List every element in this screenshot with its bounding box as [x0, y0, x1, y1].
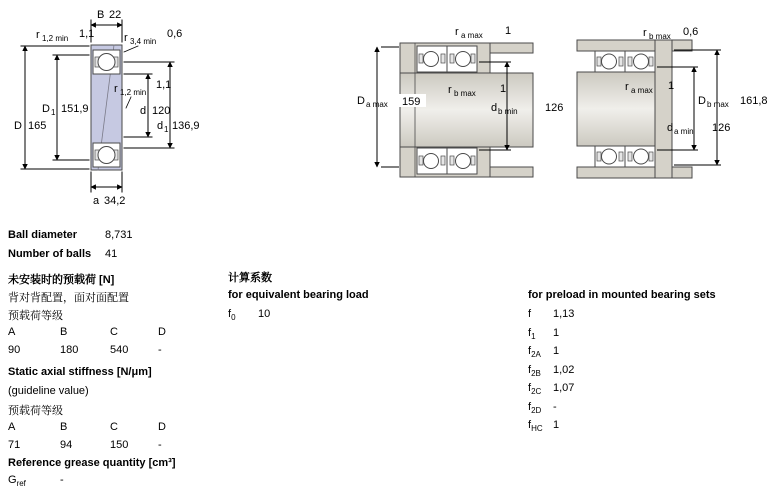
factor-value: 1,02 — [553, 364, 575, 376]
factor-value: 1 — [553, 327, 560, 339]
dim-r12mid-label: r — [114, 83, 118, 95]
dim-a-lines — [91, 172, 122, 192]
preload-arrangement: 背对背配置，面对面配置 — [8, 292, 129, 304]
dim-d1-label: d — [157, 120, 164, 132]
cartridge-top — [417, 46, 477, 72]
svg-text:1: 1 — [51, 108, 56, 117]
dim-D-value: 165 — [28, 120, 47, 132]
factor-value: 1,07 — [553, 382, 575, 394]
factor-row: f 1,13 — [528, 308, 575, 320]
svg-text:a max: a max — [631, 86, 653, 95]
svg-text:b max: b max — [649, 32, 671, 41]
col-A: A — [8, 421, 16, 433]
svg-text:a max: a max — [461, 31, 483, 40]
number-of-balls-label: Number of balls — [8, 248, 92, 260]
factor-value: - — [553, 401, 557, 413]
dim-Da-value: 159 — [402, 96, 421, 108]
dim-d-lines — [124, 74, 152, 137]
factor-row: $f_1$ 1 — [528, 327, 560, 341]
col-C: C — [110, 421, 118, 433]
stiffness-A: 71 — [8, 439, 21, 451]
col-A: A — [8, 326, 16, 338]
preload-D: - — [158, 344, 162, 356]
ball-diameter-value: 8,731 — [105, 229, 133, 241]
dim-a-value: 34,2 — [104, 195, 126, 207]
factor-row: $f_{2B}$ 1,02 — [528, 364, 575, 378]
bearing-set-b2b-drawing — [357, 25, 563, 177]
svg-text:b max: b max — [454, 89, 476, 98]
dim-rb-label: r — [448, 84, 452, 96]
preload-sets-title: for preload in mounted bearing sets — [528, 289, 716, 301]
dim-rb-value: 0,6 — [683, 26, 699, 38]
svg-text:b max: b max — [707, 100, 729, 109]
dim-db-label: d — [491, 102, 498, 114]
grease-ref-row: $G_{ref}$ - — [8, 474, 64, 488]
equiv-load-title: for equivalent bearing load — [228, 289, 369, 301]
dim-r12top-value: 1,1 — [79, 28, 95, 40]
preload-B: 180 — [60, 344, 79, 356]
ball-top — [98, 54, 115, 71]
stiffness-C: 150 — [110, 439, 129, 451]
factor-row: $f_{2C}$ 1,07 — [528, 382, 575, 396]
factor-row: $f_{2D}$ - — [528, 401, 557, 415]
single-bearing-drawing — [14, 9, 200, 207]
dim-Db-label: D — [698, 95, 706, 107]
preload-table-values — [0, 344, 220, 358]
preload-class-label: 预载荷等级 — [8, 310, 63, 322]
ball-diameter-label: Ball diameter — [8, 229, 78, 241]
cartridge-top — [595, 51, 655, 72]
dim-rb-label: r — [643, 27, 647, 39]
number-of-balls-value: 41 — [105, 248, 118, 260]
dim-d-value: 120 — [152, 105, 171, 117]
svg-text:1,2 min: 1,2 min — [42, 34, 69, 43]
col-C: C — [110, 326, 118, 338]
cartridge-bottom — [595, 146, 655, 167]
svg-text:1: 1 — [164, 125, 169, 134]
dim-r12mid-value: 1,1 — [156, 79, 172, 91]
factor-value: 1 — [553, 345, 560, 357]
stiffness-section-title: Static axial stiffness [N/μm] — [8, 366, 152, 378]
preload-C: 540 — [110, 344, 129, 356]
dim-r12top-label: r — [36, 29, 40, 41]
dim-a-label: a — [93, 195, 100, 207]
svg-text:1,2 min: 1,2 min — [120, 88, 147, 97]
col-B: B — [60, 326, 68, 338]
svg-text:a max: a max — [366, 100, 388, 109]
f0-symbol: f — [228, 308, 232, 320]
svg-text:b min: b min — [498, 107, 518, 116]
grease-section-title: Reference grease quantity [cm³] — [8, 457, 176, 469]
stiffness-class-label: 预载荷等级 — [8, 405, 63, 417]
f0-row: $f_0$ 10 — [228, 308, 271, 322]
dim-r34top-label: r — [124, 32, 128, 44]
col-B: B — [60, 421, 68, 433]
calc-factors-title: 计算系数 — [228, 272, 272, 284]
dim-ra-label: r — [455, 26, 459, 38]
cartridge-bottom — [417, 148, 477, 174]
dim-ra-value: 1 — [505, 25, 512, 37]
dim-Da-label: D — [357, 95, 365, 107]
dim-da-label: d — [667, 122, 674, 134]
dim-r34top-value: 0,6 — [167, 28, 183, 40]
f0-value: 10 — [258, 308, 271, 320]
dim-B-label: B — [97, 9, 105, 21]
dim-Db-value: 161,8 — [740, 95, 768, 107]
dim-d-label: d — [140, 105, 147, 117]
stiffness-guideline: (guideline value) — [8, 385, 89, 397]
col-D: D — [158, 326, 166, 338]
dim-D1-label: D — [42, 103, 50, 115]
dim-d1-value: 136,9 — [172, 120, 200, 132]
dim-D1-value: 151,9 — [61, 103, 89, 115]
svg-text:a min: a min — [674, 127, 694, 136]
factor-row: $f_{2A}$ 1 — [528, 345, 560, 359]
dim-da-value: 126 — [712, 122, 731, 134]
stiffness-table-values — [0, 439, 220, 453]
technical-drawings — [0, 0, 775, 222]
preload-A: 90 — [8, 344, 21, 356]
factor-row: $f_{HC}$ 1 — [528, 419, 560, 433]
dim-rb-value: 1 — [500, 83, 507, 95]
bearing-set-f2f-drawing — [577, 26, 768, 178]
stiffness-D: - — [158, 439, 162, 451]
col-D: D — [158, 421, 166, 433]
stiffness-B: 94 — [60, 439, 73, 451]
ball-bottom — [98, 147, 115, 164]
dim-ra-value: 1 — [668, 80, 675, 92]
grease-ref-value: - — [60, 474, 64, 486]
dim-D-label: D — [14, 120, 22, 132]
sleeve — [655, 40, 675, 178]
dim-db-value: 126 — [545, 102, 564, 114]
grease-ref-symbol: G — [8, 474, 17, 486]
factor-value: 1 — [553, 419, 560, 431]
stiffness-table-header — [0, 421, 220, 435]
dim-B-value: 22 — [109, 9, 122, 21]
svg-text:3,4 min: 3,4 min — [130, 37, 157, 46]
preload-section-title: 未安装时的预载荷 [N] — [8, 274, 115, 286]
factor-value: 1,13 — [553, 308, 575, 320]
preload-table-header — [0, 326, 220, 340]
dim-ra-label: r — [625, 81, 629, 93]
dim-B-lines — [91, 20, 122, 42]
